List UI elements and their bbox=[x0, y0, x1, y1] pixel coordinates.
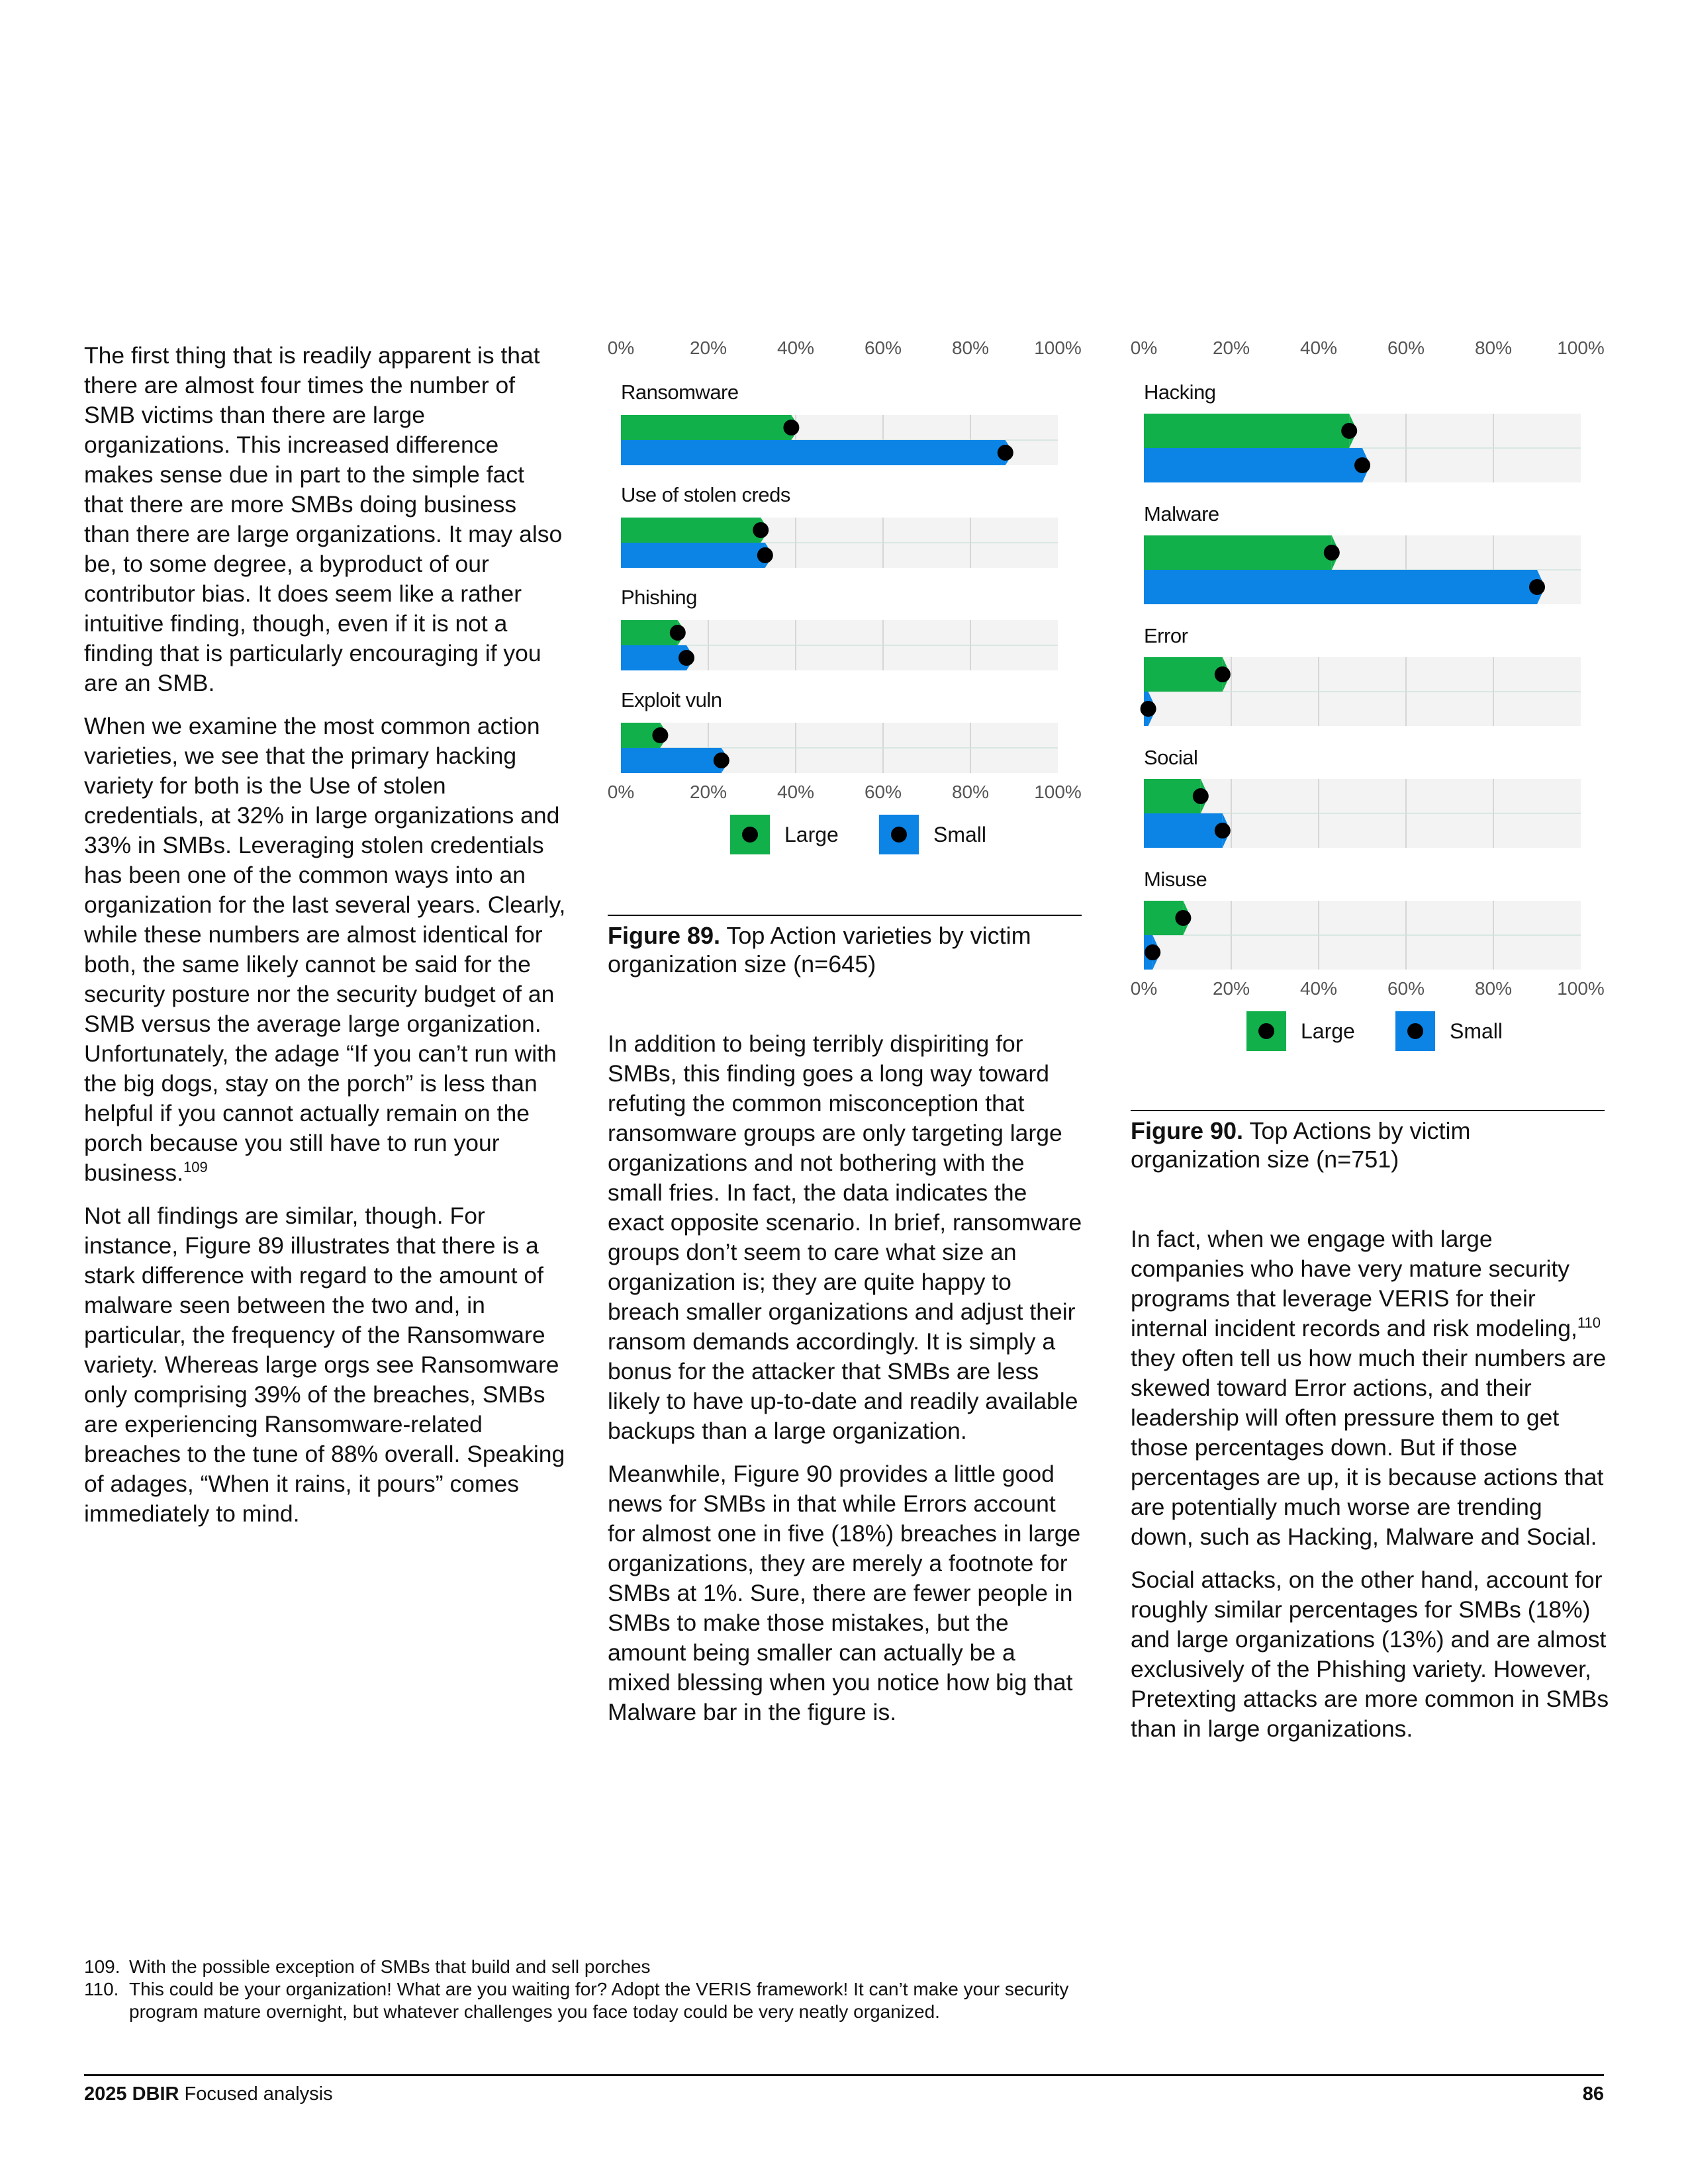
footnote-text: This could be your organization! What are you waiting for? Adopt the VERIS framework! It can’t make your security program mature overnight, but whatever challenges you face today could be very neatly organized. bbox=[129, 1979, 1069, 2022]
footnote bbox=[84, 1956, 1117, 1978]
point-small-phishing bbox=[679, 650, 694, 666]
point-large-ransomware bbox=[783, 420, 799, 435]
legend-dot bbox=[1258, 1023, 1274, 1039]
point-small-exploit-vuln bbox=[714, 752, 729, 768]
top-tick-label: 20% bbox=[689, 338, 727, 358]
body-column-2 bbox=[608, 1029, 1084, 1741]
top-tick-label: 40% bbox=[776, 338, 815, 358]
bar-small-use-of-stolen-creds bbox=[621, 543, 765, 568]
bottom-tick-label: 60% bbox=[1387, 978, 1425, 999]
top-tick-label: 100% bbox=[1034, 338, 1082, 358]
bar-large-ransomware bbox=[621, 415, 791, 440]
footnote-number: 109. bbox=[84, 1956, 120, 1977]
point-small-use-of-stolen-creds bbox=[757, 547, 773, 563]
bar-small-malware bbox=[1144, 570, 1537, 604]
top-tick-label: 80% bbox=[1474, 338, 1513, 358]
figure-90-caption bbox=[1131, 1110, 1605, 1173]
category-label-misuse: Misuse bbox=[1144, 868, 1207, 891]
point-large-use-of-stolen-creds bbox=[753, 522, 769, 538]
bar-large-phishing bbox=[621, 620, 678, 645]
footnote-ref[interactable]: 110 bbox=[1577, 1314, 1601, 1332]
category-label-hacking: Hacking bbox=[1144, 381, 1216, 404]
legend-dot bbox=[891, 827, 907, 842]
body-column-3 bbox=[1131, 1224, 1611, 1757]
bar-small-exploit-vuln bbox=[621, 748, 722, 773]
top-tick-label: 40% bbox=[1299, 338, 1338, 358]
bottom-tick-label: 100% bbox=[1034, 782, 1082, 802]
figure-caption-text: Top Actions by victim organization size (n=751) bbox=[1131, 1117, 1471, 1173]
legend-label-large: Large bbox=[1301, 1019, 1355, 1043]
figure-label: Figure 89. bbox=[608, 922, 721, 949]
top-tick-label: 100% bbox=[1557, 338, 1605, 358]
point-small-hacking bbox=[1354, 457, 1370, 473]
bottom-tick-label: 20% bbox=[689, 782, 727, 802]
top-tick-label: 0% bbox=[607, 338, 635, 358]
bottom-tick-label: 40% bbox=[1299, 978, 1338, 999]
category-label-malware: Malware bbox=[1144, 502, 1219, 525]
bar-large-hacking bbox=[1144, 414, 1349, 448]
footnote-ref[interactable]: 109 bbox=[183, 1159, 208, 1176]
point-small-error bbox=[1141, 701, 1156, 717]
paragraph: Not all findings are similar, though. For instance, Figure 89 illustrates that there is a stark difference with regard to the amount of malware seen between the two and, in particular, the frequency of the Ransomware variety. Whereas large orgs see Ransomware only comprising 39% of the breaches, SMBs are experiencing Ransomware-related breaches to the tune of 88% overall. Speaking of adages, “When it rains, it pours” comes immediately to mind. bbox=[84, 1203, 565, 1527]
bar-large-use-of-stolen-creds bbox=[621, 518, 761, 543]
footnote-number: 110. bbox=[84, 1979, 119, 1999]
category-label-social: Social bbox=[1144, 746, 1198, 769]
figure-89-chart bbox=[596, 334, 1099, 884]
footnotes bbox=[84, 1956, 1117, 2023]
point-large-phishing bbox=[670, 625, 686, 641]
bar-small-phishing bbox=[621, 645, 686, 670]
bar-small-hacking bbox=[1144, 448, 1362, 482]
bottom-tick-label: 80% bbox=[1474, 978, 1513, 999]
bar-large-social bbox=[1144, 779, 1201, 813]
figure-label: Figure 90. bbox=[1131, 1117, 1244, 1144]
top-tick-label: 60% bbox=[1387, 338, 1425, 358]
category-label-ransomware: Ransomware bbox=[621, 381, 739, 404]
figure-89-svg bbox=[596, 334, 1099, 884]
footnote bbox=[84, 1978, 1117, 2023]
point-small-ransomware bbox=[998, 445, 1013, 461]
paragraph: The first thing that is readily apparent is that there are almost four times the number of SMB victims than there are large organizations. This increased difference makes sense due in part to the simple fact that there are more SMBs doing business than there are large organizations. It may also be, to some degree, a byproduct of our contributor bias. It does seem like a rather intuitive finding, though, even if it is not a finding that is particularly encouraging if you are an SMB. bbox=[84, 342, 563, 696]
category-label-phishing: Phishing bbox=[621, 586, 697, 609]
footer-divider bbox=[84, 2074, 1604, 2076]
footnote-text: With the possible exception of SMBs that build and sell porches bbox=[129, 1956, 651, 1977]
legend-dot bbox=[1407, 1023, 1423, 1039]
top-tick-label: 0% bbox=[1130, 338, 1158, 358]
point-small-misuse bbox=[1145, 944, 1160, 960]
paragraph: Social attacks, on the other hand, account for roughly similar percentages for SMBs (18%) and large organizations (13%) and are almost exclusively of the Phishing variety. However, Pretexting attacks are more common in SMBs than in large organizations. bbox=[1131, 1567, 1609, 1742]
top-tick-label: 20% bbox=[1212, 338, 1250, 358]
page-number: 86 bbox=[1582, 2083, 1604, 2105]
point-large-social bbox=[1193, 788, 1209, 804]
paragraph: Meanwhile, Figure 90 provides a little good news for SMBs in that while Errors account for almost one in five (18%) breaches in large organizations, they are merely a footnote for SMBs at 1%. Sure, there are fewer people in SMBs to make those mistakes, but the amount being smaller can actually be a mixed blessing when you notice how big that Malware bar in the figure is. bbox=[608, 1461, 1081, 1725]
legend-dot bbox=[742, 827, 758, 842]
point-small-social bbox=[1215, 823, 1231, 839]
point-large-error bbox=[1215, 666, 1231, 682]
figure-caption-text: Top Action varieties by victim organization size (n=645) bbox=[608, 922, 1031, 978]
bottom-tick-label: 40% bbox=[776, 782, 815, 802]
point-large-exploit-vuln bbox=[652, 727, 668, 743]
bar-small-social bbox=[1144, 813, 1223, 848]
bottom-tick-label: 0% bbox=[1130, 978, 1158, 999]
legend-label-small: Small bbox=[933, 823, 987, 846]
bottom-tick-label: 60% bbox=[864, 782, 902, 802]
figure-90-svg bbox=[1119, 334, 1622, 1082]
point-large-malware bbox=[1324, 545, 1340, 561]
bar-small-ransomware bbox=[621, 440, 1006, 465]
figure-89-caption bbox=[608, 915, 1082, 978]
point-small-malware bbox=[1529, 579, 1545, 595]
bar-large-malware bbox=[1144, 535, 1332, 570]
bottom-tick-label: 0% bbox=[607, 782, 635, 802]
legend-label-large: Large bbox=[784, 823, 839, 846]
paragraph: In fact, when we engage with large companies who have very mature security programs that leverage VERIS for their internal incident records and risk modeling,$^{110}$ they often tell us how much their numbers are skewed toward Error actions, and their leadership will often pressure them to get those percentages down. But if those percentages are up, it is because actions that are potentially much worse are trending down, such as Hacking, Malware and Social. bbox=[1131, 1226, 1607, 1550]
paragraph: When we examine the most common action varieties, we see that the primary hacking variety for both is the Use of stolen credentials, at 32% in large organizations and 33% in SMBs. Leveraging stolen credentials has been one of the common ways into an organization for the last several years. Clearly, while these numbers are almost identical for both, the same likely cannot be said for the security posture nor the security budget of an SMB versus the average large organization. Unfortunately, the adage “If you can’t run with the big dogs, stay on the porch” is less than helpful if you cannot actually remain on the porch because you still have to run your business.$^{109}$ bbox=[84, 713, 566, 1186]
bottom-tick-label: 20% bbox=[1212, 978, 1250, 999]
body-column-1 bbox=[84, 341, 567, 1542]
category-label-use-of-stolen-creds: Use of stolen creds bbox=[621, 483, 790, 506]
top-tick-label: 80% bbox=[951, 338, 990, 358]
point-large-misuse bbox=[1175, 910, 1191, 926]
bar-large-error bbox=[1144, 657, 1223, 692]
footer-title: 2025 DBIR Focused analysis bbox=[84, 2083, 333, 2105]
top-tick-label: 60% bbox=[864, 338, 902, 358]
bottom-tick-label: 80% bbox=[951, 782, 990, 802]
figure-90-chart bbox=[1119, 334, 1622, 1082]
paragraph: In addition to being terribly dispiriting for SMBs, this finding goes a long way toward refuting the common misconception that ransomware groups are only targeting large organizations and not bothering with the small fries. In fact, the data indicates the exact opposite scenario. In brief, ransomware groups don’t seem to care what size an organization is; they are quite happy to breach smaller organizations and adjust their ransom demands accordingly. It is simply a bonus for the attacker that SMBs are less likely to have up-to-date and readily available backups than a large organization. bbox=[608, 1030, 1082, 1444]
bottom-tick-label: 100% bbox=[1557, 978, 1605, 999]
legend-label-small: Small bbox=[1450, 1019, 1503, 1043]
category-label-exploit-vuln: Exploit vuln bbox=[621, 688, 722, 711]
point-large-hacking bbox=[1341, 423, 1357, 439]
category-label-error: Error bbox=[1144, 624, 1188, 647]
